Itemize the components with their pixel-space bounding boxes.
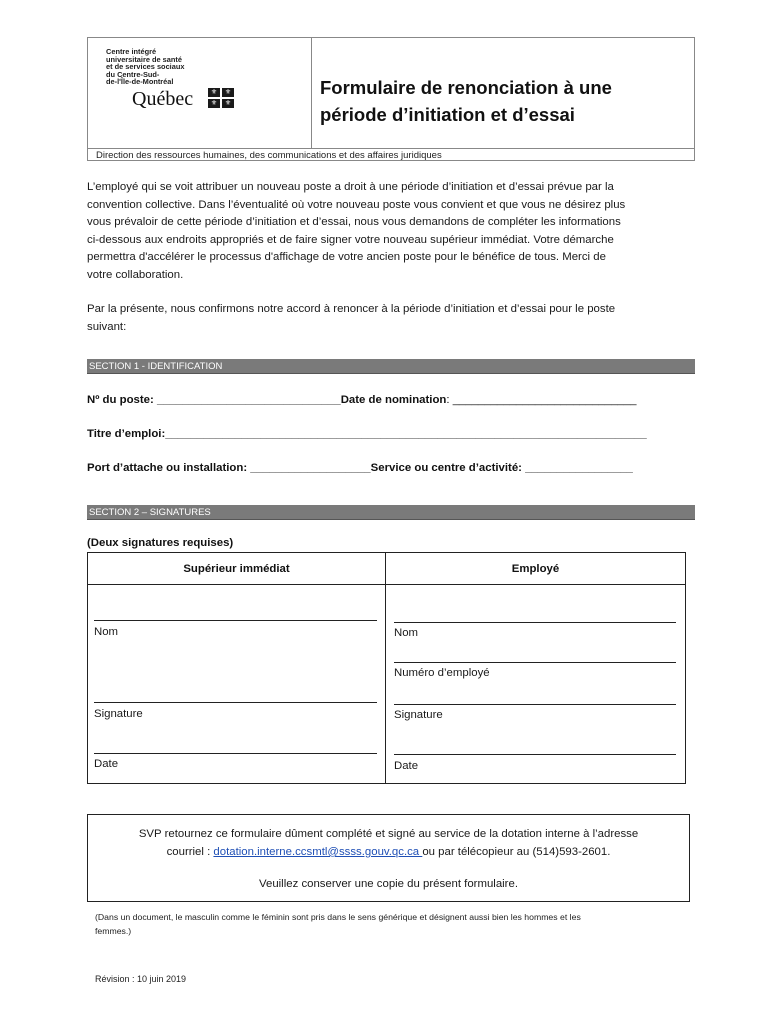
agreement-paragraph: Par la présente, nous confirmons notre accord à renoncer à la période d’initiation et d’essai pour le poste suivant: [87,303,616,333]
column-divider [385,553,386,783]
form-header [87,37,695,161]
job-title-field[interactable]: Titre d’emploi:____________________________________________________________________________ [87,428,647,440]
email-link[interactable]: dotation.interne.ccsmtl@ssss.gouv.qc.ca [213,846,423,858]
logo-organization-name: Centre intégré universitaire de santé et de services sociaux du Centre-Sud- de-l'Île-de-Montréal [106,47,185,87]
supervisor-column-header: Supérieur immédiat [88,553,385,585]
supervisor-date-label: Date [94,758,119,770]
job-title-row [87,428,695,440]
supervisor-signature-field[interactable] [94,702,377,703]
nomination-date-label: Date de nomination [340,394,447,406]
nomination-date-field[interactable]: : _____________________________ [446,394,637,406]
signatures-caption: (Deux signatures requises) [87,537,234,549]
form-title: Formulaire de renonciation à une période d’initiation et d’essai [320,77,612,125]
section-1-header: SECTION 1 - IDENTIFICATION [87,359,695,374]
logo-quebec-wordmark: Québec [132,88,194,110]
employee-name-label: Nom [394,627,419,639]
revision-date: Révision : 10 juin 2019 [95,974,187,984]
intro-paragraph: L’employé qui se voit attribuer un nouveau poste a droit à une période d’initiation et d’essai prévue par la convention collective. Dans l’éventualité où votre nouveau poste vous convient et que vous ne désirez plus vous prévaloir de cette période d’initiation et d’essai, nous vous demandons de compléter les informations ci-dessous aux endroits appropriés et de faire signer votre nouveau supérieur immédiat. Votre démarche permettra d'accélérer le processus d'affichage de votre ancien poste pour le bénéfice de tous. Merci de votre collaboration. [87,181,626,281]
return-instructions-box [87,814,690,902]
signatures-table [87,552,686,784]
supervisor-signature-label: Signature [94,708,143,720]
department-row [88,148,694,161]
return-instructions-line-2: courriel : dotation.interne.ccsmtl@ssss.gouv.qc.ca ou par télécopieur au (514)593-2601. [166,846,611,858]
employee-name-field[interactable] [394,622,676,623]
employee-date-label: Date [394,760,419,772]
employee-column-header: Employé [386,553,685,585]
organization-logo [88,38,312,148]
service-field[interactable]: Service ou centre d’activité: _________________ [370,462,633,474]
employee-signature-field[interactable] [394,704,676,705]
section-2-header: SECTION 2 – SIGNATURES [87,505,695,520]
fleur-de-lis-icon: ⚜ ⚜ ⚜ ⚜ [208,88,234,108]
employee-number-field[interactable] [394,662,676,663]
employee-date-field[interactable] [394,754,676,755]
return-instructions-line-1: SVP retournez ce formulaire dûment complété et signé au service de la dotation interne à l’adresse [138,828,639,840]
location-row [87,462,695,474]
employee-signature-label: Signature [394,709,443,721]
keep-copy-note: Veuillez conserver une copie du présent formulaire. [259,878,518,890]
supervisor-date-field[interactable] [94,753,377,754]
title-cell [312,38,694,148]
supervisor-name-field[interactable] [94,620,377,621]
location-field[interactable]: Port d’attache ou installation: ___________________ [87,462,371,474]
post-number-field[interactable]: Nº du poste: _____________________________ [87,394,341,406]
department-name: Direction des ressources humaines, des communications et des affaires juridiques [96,150,442,161]
employee-number-label: Numéro d’employé [394,667,490,679]
post-number-row [87,394,695,406]
gender-footnote: (Dans un document, le masculin comme le féminin sont pris dans le sens générique et désignent aussi bien les hommes et les femmes.) [95,912,581,936]
supervisor-name-label: Nom [94,626,119,638]
